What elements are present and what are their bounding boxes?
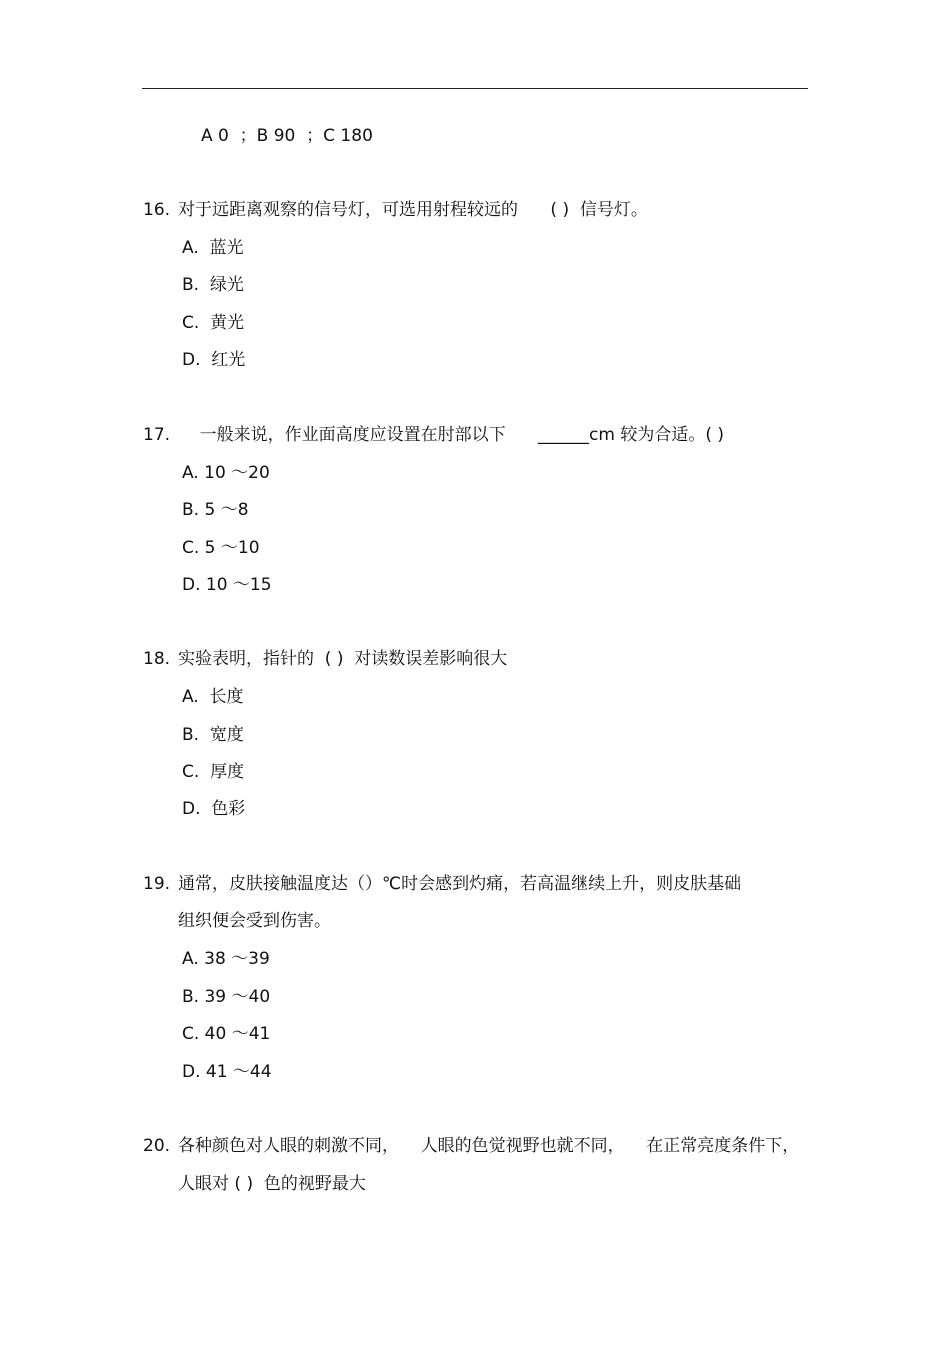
question-number: 16. [143, 200, 171, 220]
question-text-continued: 组织便会受到伤害。 [178, 911, 331, 931]
header-rule [142, 88, 808, 89]
option-a: A. 38 ～39 [182, 949, 270, 969]
question-number: 19. [143, 874, 171, 894]
question-text: 各种颜色对人眼的刺激不同， 人眼的色觉视野也就不同， 在正常亮度条件下， [178, 1136, 800, 1156]
option-b: B. 5 ～8 [182, 500, 249, 520]
option-b: B. 宽度 [182, 725, 244, 745]
option-a: A. 蓝光 [182, 238, 244, 258]
question-text: 实验表明，指针的 ( ) 对读数误差影响很大 [178, 649, 508, 669]
question-text-continued: 人眼对 ( ) 色的视野最大 [178, 1174, 366, 1194]
previous-question-options: A 0 ；B 90 ；C 180 [201, 126, 373, 146]
option-c: C. 厚度 [182, 762, 245, 782]
option-c: C. 5 ～10 [182, 538, 260, 558]
option-c: C. 40 ～41 [182, 1024, 271, 1044]
option-a: A. 长度 [182, 687, 244, 707]
option-a: A. 10 ～20 [182, 463, 270, 483]
option-d: D. 10 ～15 [182, 575, 272, 595]
option-d: D. 41 ～44 [182, 1062, 272, 1082]
option-b: B. 绿光 [182, 275, 244, 295]
question-number: 18. [143, 649, 171, 669]
question-text: 通常，皮肤接触温度达（）℃时会感到灼痛，若高温继续上升，则皮肤基础 [178, 874, 742, 894]
question-number: 20. [143, 1136, 171, 1156]
option-c: C. 黄光 [182, 313, 245, 333]
option-d: D. 色彩 [182, 799, 246, 819]
question-number: 17. [143, 425, 171, 445]
question-text: 对于远距离观察的信号灯，可选用射程较远的 ( ) 信号灯。 [178, 200, 648, 220]
option-b: B. 39 ～40 [182, 987, 271, 1007]
question-text: 一般来说，作业面高度应设置在肘部以下 ______cm 较为合适。( ) [178, 425, 725, 445]
option-d: D. 红光 [182, 350, 246, 370]
